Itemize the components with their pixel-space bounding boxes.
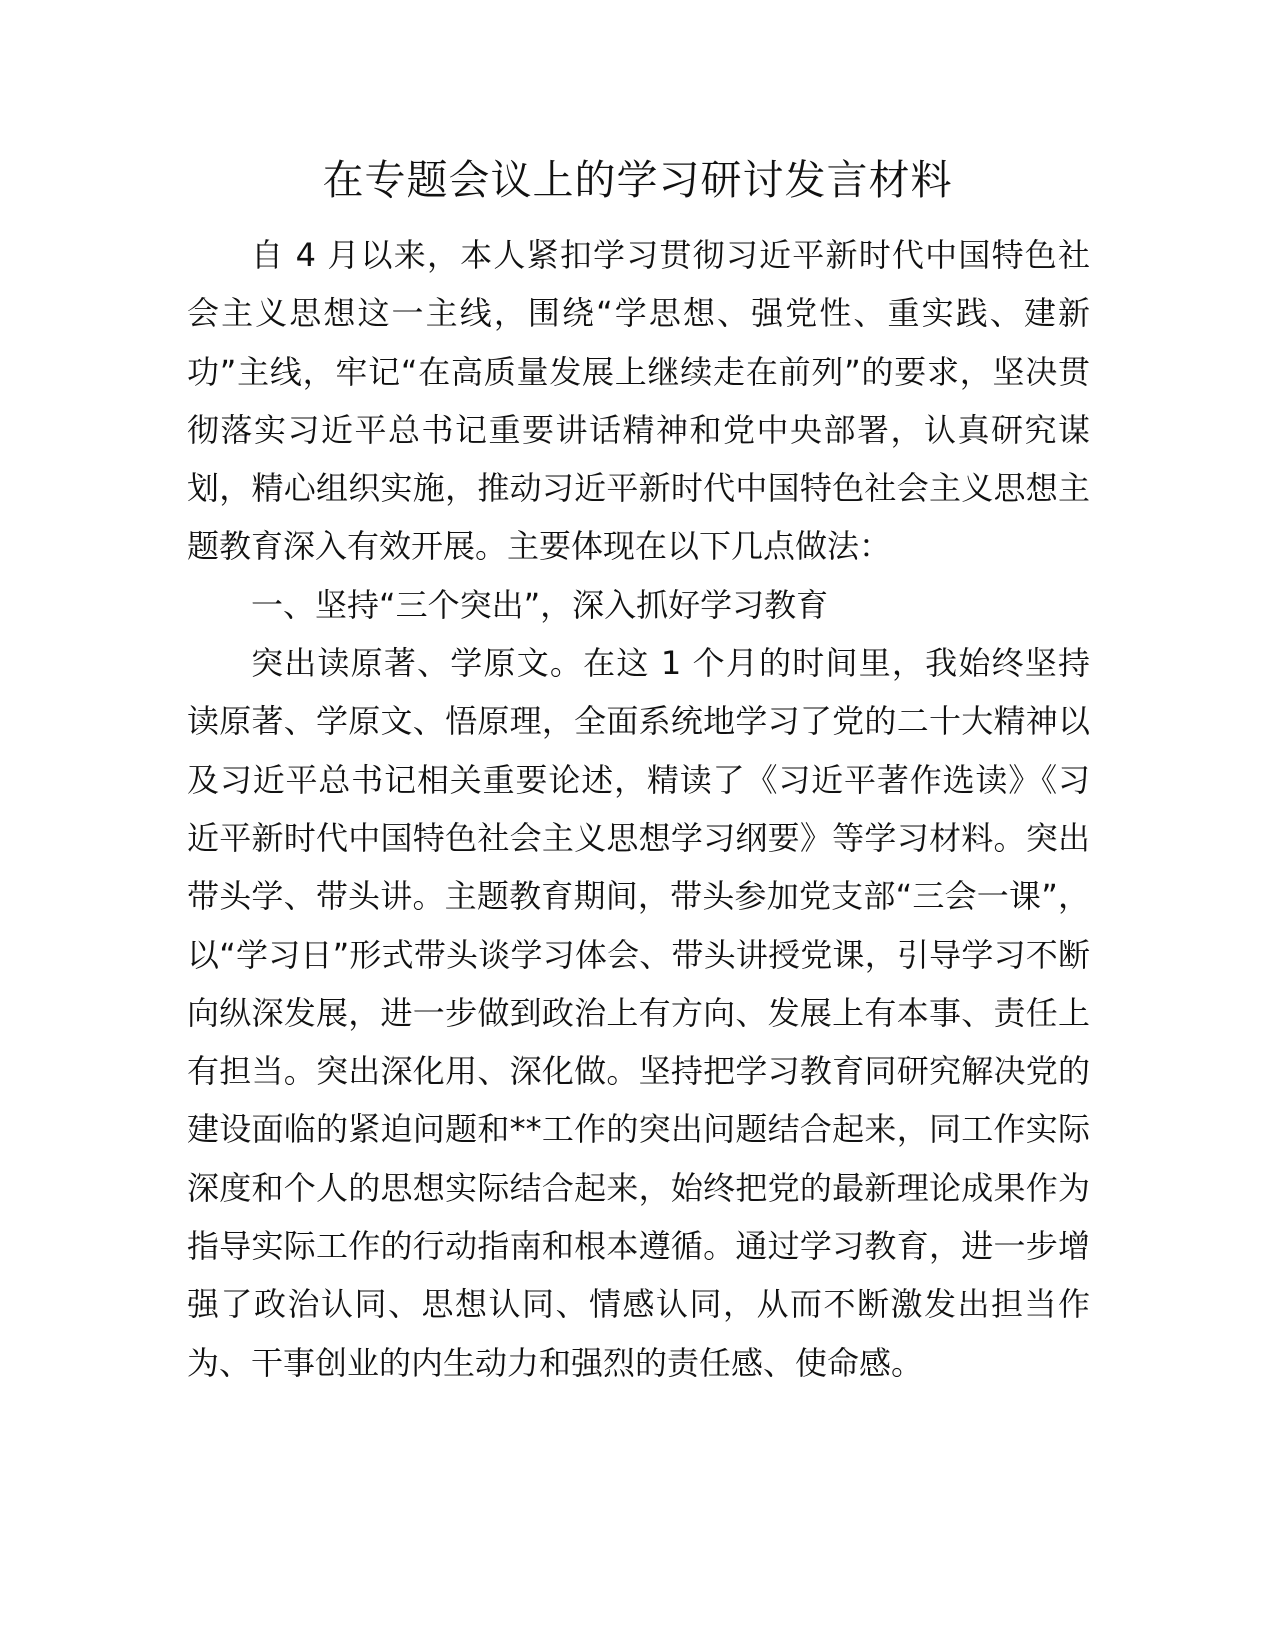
intro-paragraph: 自 4 月以来，本人紧扣学习贯彻习近平新时代中国特色社会主义思想这一主线，围绕“学思想、强党性、重实践、建新功”主线，牢记“在高质量发展上继续走在前列”的要求，坚决贯彻落实习近平总书记重要讲话精神和党中央部署，认真研究谋划，精心组织实施，推动习近平新时代中国特色社会主义思想主题教育深入有效开展。主要体现在以下几点做法： (187, 236, 1090, 566)
section-1-paragraph: 突出读原著、学原文。在这 1 个月的时间里，我始终坚持读原著、学原文、悟原理，全面系统地学习了党的二十大精神以及习近平总书记相关重要论述，精读了《习近平著作选读》《习近平新时代中国特色社会主义思想学习纲要》等学习材料。突出带头学、带头讲。主题教育期间，带头参加党支部“三会一课”，以“学习日”形式带头谈学习体会、带头讲授党课，引导学习不断向纵深发展，进一步做到政治上有方向、发展上有本事、责任上有担当。突出深化用、深化做。坚持把学习教育同研究解决党的建设面临的紧迫问题和**工作的突出问题结合起来，同工作实际深度和个人的思想实际结合起来，始终把党的最新理论成果作为指导实际工作的行动指南和根本遵循。通过学习教育，进一步增强了政治认同、思想认同、情感认同，从而不断激发出担当作为、干事创业的内生动力和强烈的责任感、使命感。 (187, 644, 1090, 1382)
document-body (187, 226, 1090, 1392)
document-title: 在专题会议上的学习研讨发言材料 (322, 156, 953, 204)
section-heading-1: 一、坚持“三个突出”，深入抓好学习教育 (251, 585, 829, 624)
